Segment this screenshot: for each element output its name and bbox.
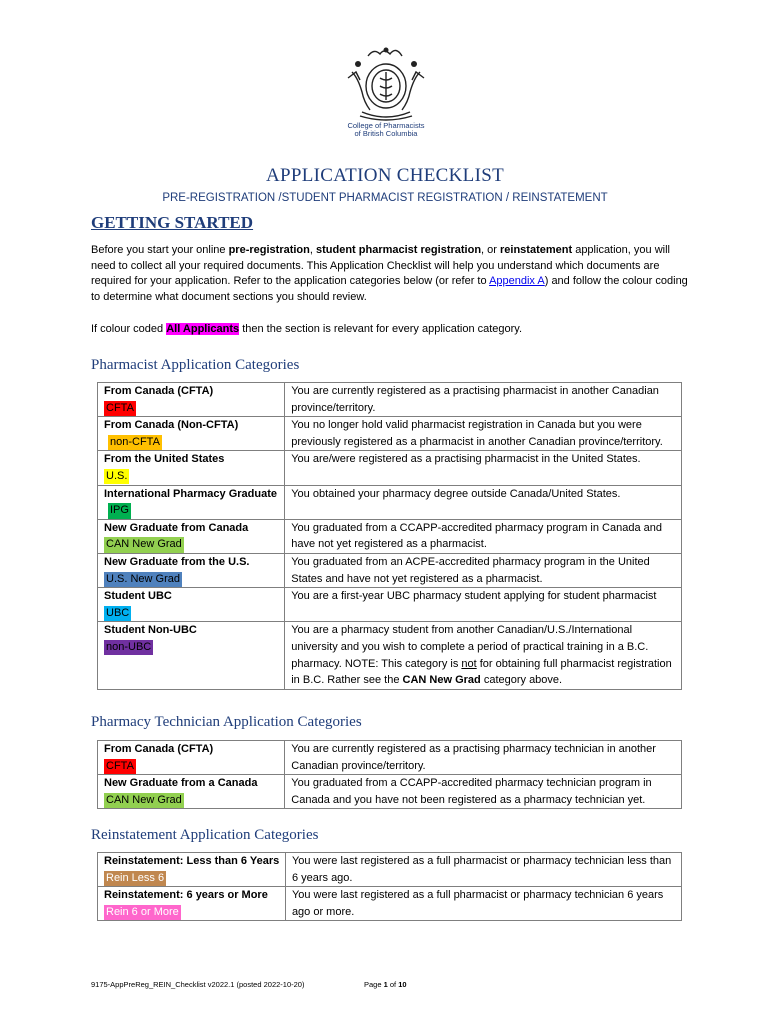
table-row <box>98 588 682 622</box>
category-name: New Graduate from a Canada <box>104 777 258 790</box>
category-description: You are currently registered as a practising pharmacist in another Canadian province/territory. <box>285 383 682 417</box>
page-of: of <box>387 980 399 989</box>
category-name: From Canada (CFTA) <box>104 385 214 397</box>
category-tag-us-new-grad: U.S. New Grad <box>104 572 182 588</box>
page-current: 1 <box>383 980 388 989</box>
table-row <box>98 451 682 485</box>
category-cell <box>98 588 285 622</box>
category-name: From Canada (Non-CFTA) <box>104 419 239 432</box>
desc-underline-not: not <box>461 657 477 670</box>
table-row <box>98 741 682 775</box>
desc-bold-can-new-grad: CAN New Grad <box>402 674 481 687</box>
category-description: You graduated from a CCAPP-accredited pharmacy program in Canada and have not yet registered as a pharmacist. <box>285 519 682 553</box>
intro-bold-student: student pharmacist registration <box>316 244 482 256</box>
page-title: APPLICATION CHECKLIST <box>265 165 504 186</box>
desc-text: category above. <box>480 674 563 687</box>
intro-text: , or <box>481 244 500 256</box>
table-row <box>98 417 682 451</box>
reinstatement-categories-heading: Reinstatement Application Categories <box>91 827 319 843</box>
category-cell <box>98 741 285 775</box>
page-total: 10 <box>398 980 407 989</box>
category-name: New Graduate from Canada <box>104 521 249 534</box>
category-cell <box>98 485 285 519</box>
colour-coding-paragraph <box>91 322 691 338</box>
document-version-footer: 9175-AppPreReg_REIN_Checklist v2022.1 (posted 2022-10-20) <box>91 980 305 989</box>
intro-paragraph <box>91 243 691 306</box>
category-tag-us: U.S. <box>104 469 129 485</box>
intro-text: ) and follow the colour coding to determine what document sections you should review. <box>91 275 688 304</box>
category-name: Reinstatement: Less than 6 Years <box>104 855 280 867</box>
category-description: You no longer hold valid pharmacist registration in Canada but you were previously registered as a pharmacist in another Canadian province/territory. <box>285 417 682 451</box>
category-tag-ubc: UBC <box>104 606 131 622</box>
getting-started-heading: GETTING STARTED <box>91 213 254 232</box>
table-row <box>98 553 682 587</box>
intro-text: Before you start your online <box>91 244 229 256</box>
category-name: New Graduate from the U.S. <box>104 555 250 568</box>
category-name: Student UBC <box>104 590 172 603</box>
table-row <box>98 485 682 519</box>
category-tag-rein-less-6: Rein Less 6 <box>104 871 166 887</box>
page-subtitle: PRE-REGISTRATION /STUDENT PHARMACIST REGISTRATION / REINSTATEMENT <box>162 192 608 204</box>
reinstatement-categories-table <box>97 852 682 921</box>
technician-categories-heading: Pharmacy Technician Application Categories <box>91 714 362 730</box>
category-cell <box>98 775 285 809</box>
category-description: You are currently registered as a practising pharmacy technician in another Canadian province/territory. <box>285 741 682 775</box>
category-description <box>285 622 682 689</box>
logo-caption-line1: College of Pharmacists <box>347 121 425 130</box>
category-name: From the United States <box>104 453 225 466</box>
pharmacist-categories-heading: Pharmacist Application Categories <box>91 357 300 373</box>
desc-text: for obtaining full pharmacist registration in B.C. Rather see the <box>291 657 672 687</box>
category-name: International Pharmacy Graduate <box>104 487 277 500</box>
category-cell <box>98 519 285 553</box>
category-description: You graduated from an ACPE-accredited pharmacy program in the United States and have not yet registered as a pharmacist. <box>285 553 682 587</box>
intro-text: application, you will need to collect all your required documents. This Application Checklist will help you understand which documents are required for your application. Refer to the application categories below (or refer to <box>91 244 670 288</box>
category-name: Reinstatement: 6 years or More <box>104 889 268 902</box>
table-row <box>98 383 682 417</box>
category-cell <box>98 622 285 689</box>
category-description: You were last registered as a full pharmacist or pharmacy technician less than 6 years ago. <box>285 853 681 887</box>
category-description: You are a first-year UBC pharmacy student applying for student pharmacist <box>285 588 682 622</box>
intro-bold-reinstatement: reinstatement <box>500 244 573 256</box>
category-cell <box>98 451 285 485</box>
category-tag-cfta: CFTA <box>104 759 136 775</box>
table-row <box>98 519 682 553</box>
category-description: You graduated from a CCAPP-accredited pharmacy technician program in Canada and you have not been registered as a pharmacy technician yet. <box>285 775 682 809</box>
category-cell <box>98 887 286 921</box>
table-row <box>98 853 682 887</box>
category-cell <box>98 417 285 451</box>
table-row <box>98 622 682 689</box>
colour-text: If colour coded <box>91 323 167 335</box>
category-tag-non-ubc: non-UBC <box>104 640 153 656</box>
category-tag-can-new-grad: CAN New Grad <box>104 793 184 809</box>
category-tag-cfta: CFTA <box>104 401 136 417</box>
category-tag-can-new-grad: CAN New Grad <box>104 537 184 553</box>
appendix-a-link[interactable]: Appendix A <box>489 275 545 288</box>
all-applicants-highlight: All Applicants <box>166 323 240 335</box>
logo-caption-line2: of British Columbia <box>354 129 418 138</box>
category-tag-rein-6-or-more: Rein 6 or More <box>104 905 181 921</box>
technician-categories-table <box>97 740 682 809</box>
pharmacist-categories-table <box>97 382 682 690</box>
intro-text: , <box>309 244 316 256</box>
page-prefix: Page <box>364 980 384 989</box>
category-tag-non-cfta: non-CFTA <box>108 435 162 451</box>
table-row <box>98 775 682 809</box>
table-row <box>98 887 682 921</box>
colour-text: then the section is relevant for every application category. <box>239 323 523 335</box>
category-cell <box>98 383 285 417</box>
category-cell <box>98 853 286 887</box>
category-description: You were last registered as a full pharmacist or pharmacy technician 6 years ago or more. <box>285 887 681 921</box>
intro-bold-preregistration: pre-registration <box>228 244 310 256</box>
college-logo <box>338 42 434 150</box>
category-name: From Canada (CFTA) <box>104 743 214 755</box>
category-cell <box>98 553 285 587</box>
category-name: Student Non-UBC <box>104 624 197 637</box>
desc-text: You are a pharmacy student from another Canadian/U.S./International university and you wish to complete a period of practical training in a B.C. pharmacy. NOTE: This category is <box>291 624 649 670</box>
crest-icon <box>338 42 434 122</box>
category-tag-ipg: IPG <box>108 503 131 519</box>
page-number <box>364 980 407 989</box>
category-description: You obtained your pharmacy degree outside Canada/United States. <box>285 485 682 519</box>
category-description: You are/were registered as a practising pharmacist in the United States. <box>285 451 682 485</box>
